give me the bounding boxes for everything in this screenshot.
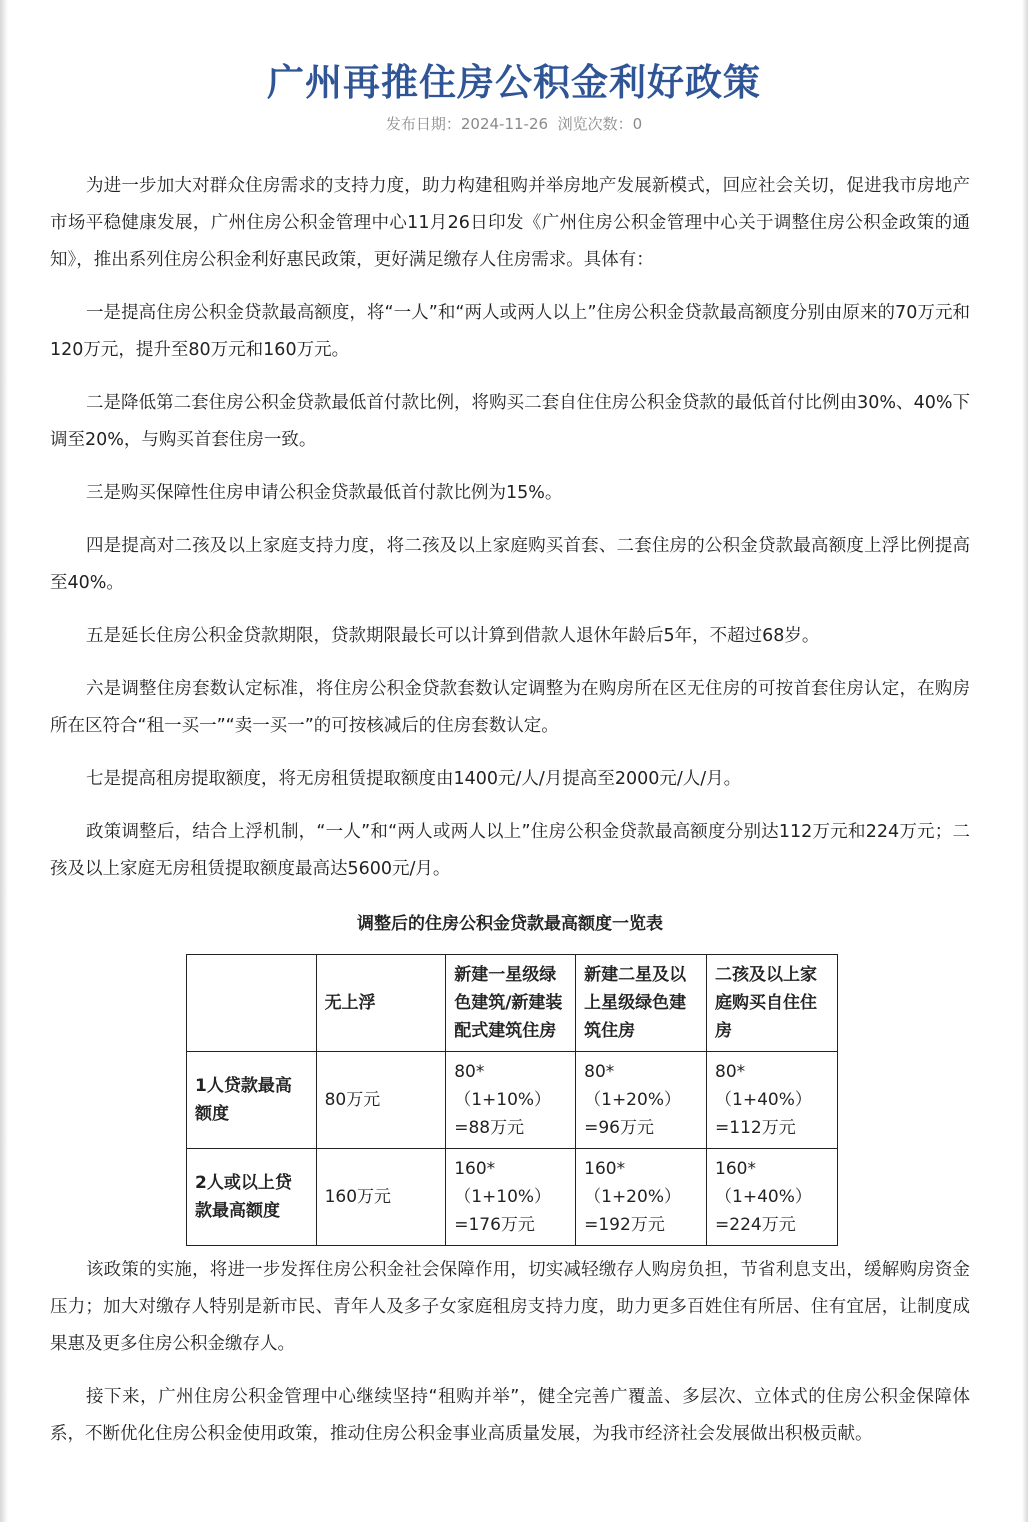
table-header-row (187, 955, 838, 1052)
paragraph-policy-6: 六是调整住房套数认定标准，将住房公积金贷款套数认定调整为在购房所在区无住房的可按首套住房认定，在购房所在区符合“租一买一”“卖一买一”的可按核减后的住房套数认定。 (50, 679, 970, 736)
paragraph-policy-5: 五是延长住房公积金贷款期限，贷款期限最长可以计算到借款人退休年龄后5年，不超过68岁。 (86, 626, 820, 646)
table-cell: 160万元 (316, 1149, 446, 1246)
paragraph-impact: 该政策的实施，将进一步发挥住房公积金社会保障作用，切实减轻缴存人购房负担，节省利息支出，缓解购房资金压力；加大对缴存人特别是新市民、青年人及多子女家庭租房支持力度，助力更多百姓住有所居、住有宜居，让制度成果惠及更多住房公积金缴存人。 (50, 1260, 970, 1354)
table-cell: 80*（1+10%）=88万元 (446, 1052, 576, 1149)
view-count-label: 浏览次数： (557, 115, 633, 133)
paragraph-outlook: 接下来，广州住房公积金管理中心继续坚持“租购并举”，健全完善广覆盖、多层次、立体式的住房公积金保障体系，不断优化住房公积金使用政策，推动住房公积金事业高质量发展，为我市经济社会发展做出积极贡献。 (50, 1387, 970, 1444)
paragraph-policy-3: 三是购买保障性住房申请公积金贷款最低首付款比例为15%。 (86, 483, 563, 503)
table-row (187, 1052, 838, 1149)
table-header-cell: 新建一星级绿色建筑/新建装配式建筑住房 (446, 955, 576, 1052)
table-cell: 160*（1+40%）=224万元 (707, 1149, 838, 1246)
publish-date-label: 发布日期： (385, 115, 461, 133)
table-header-cell (187, 955, 317, 1052)
meta-spacer (548, 115, 558, 133)
paragraph-policy-7: 七是提高租房提取额度，将无房租赁提取额度由1400元/人/月提高至2000元/人/月。 (86, 769, 742, 789)
paragraph-policy-1: 一是提高住房公积金贷款最高额度，将“一人”和“两人或两人以上”住房公积金贷款最高额度分别由原来的70万元和120万元，提升至80万元和160万元。 (50, 303, 970, 360)
paragraph-policy-2: 二是降低第二套住房公积金贷款最低首付款比例，将购买二套自住住房公积金贷款的最低首付比例由30%、40%下调至20%，与购买首套住房一致。 (50, 393, 970, 450)
table-caption: 调整后的住房公积金贷款最高额度一览表 (357, 914, 663, 934)
page-edge-shadow-left (0, 0, 8, 1522)
paragraph-intro: 为进一步加大对群众住房需求的支持力度，助力构建租购并举房地产发展新模式，回应社会关切，促进我市房地产市场平稳健康发展，广州住房公积金管理中心11月26日印发《广州住房公积金管理中心关于调整住房公积金政策的通知》，推出系列住房公积金利好惠民政策，更好满足缴存人住房需求。具体有： (50, 176, 970, 270)
table-header-cell: 无上浮 (316, 955, 446, 1052)
table-cell: 160*（1+10%）=176万元 (446, 1149, 576, 1246)
article-body (50, 168, 970, 1469)
article-meta (0, 112, 1028, 136)
table-row (187, 1149, 838, 1246)
table-row-header: 1人贷款最高额度 (187, 1052, 317, 1149)
table-cell: 160*（1+20%）=192万元 (576, 1149, 707, 1246)
after-table-section (50, 1252, 970, 1453)
table-row-header: 2人或以上贷款最高额度 (187, 1149, 317, 1246)
paragraph-policy-4: 四是提高对二孩及以上家庭支持力度，将二孩及以上家庭购买首套、二套住房的公积金贷款最高额度上浮比例提高至40%。 (50, 536, 970, 593)
publish-date: 2024-11-26 (460, 115, 549, 133)
view-count: 0 (632, 115, 643, 133)
table-cell: 80万元 (316, 1052, 446, 1149)
paragraph-summary: 政策调整后，结合上浮机制，“一人”和“两人或两人以上”住房公积金贷款最高额度分别达112万元和224万元；二孩及以上家庭无房租赁提取额度最高达5600元/月。 (50, 822, 970, 879)
article-title: 广州再推住房公积金利好政策 (267, 60, 761, 104)
loan-quota-table (186, 954, 838, 1246)
table-cell: 80*（1+40%）=112万元 (707, 1052, 838, 1149)
table-header-cell: 二孩及以上家庭购买自住住房 (707, 955, 838, 1052)
table-header-cell: 新建二星及以上星级绿色建筑住房 (576, 955, 707, 1052)
table-cell: 80*（1+20%）=96万元 (576, 1052, 707, 1149)
page-edge-shadow-right (1022, 0, 1028, 1522)
